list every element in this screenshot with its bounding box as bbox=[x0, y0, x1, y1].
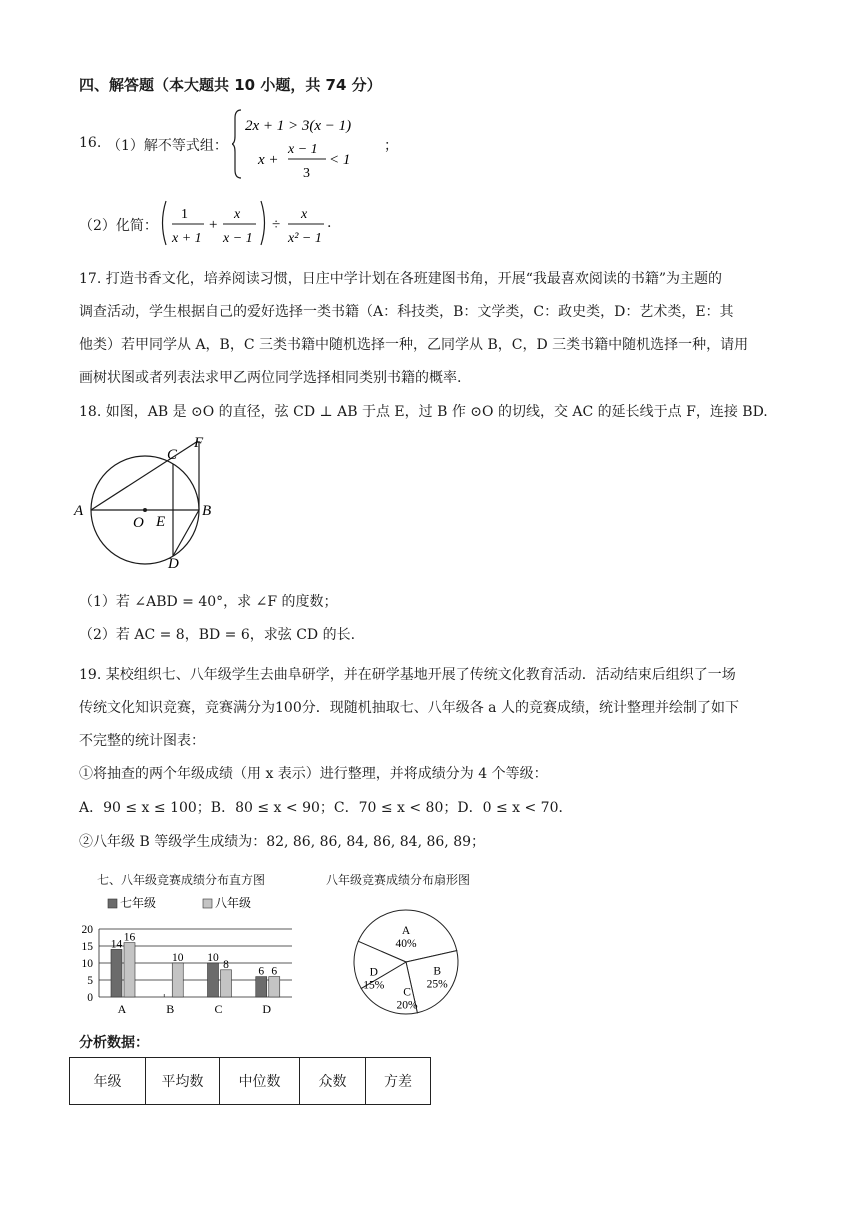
q16-expression bbox=[158, 197, 338, 249]
q16-part1-end: ； bbox=[384, 138, 398, 154]
label-f: F bbox=[194, 435, 204, 451]
q18-part1: （1）若 ∠ABD = 40°，求 ∠F 的度数； bbox=[79, 594, 338, 610]
q16-ineq2-den: 3 bbox=[303, 166, 310, 181]
x-tick-label: C bbox=[214, 1002, 223, 1016]
label-a: A bbox=[74, 503, 84, 519]
legend-swatch bbox=[108, 899, 117, 908]
bar bbox=[111, 949, 122, 997]
q16-part2-label: （2）化简： bbox=[79, 218, 158, 234]
bar-value-label: 8 bbox=[223, 958, 229, 971]
bar bbox=[269, 977, 280, 997]
analysis-table bbox=[69, 1057, 431, 1105]
analysis-label: 分析数据： bbox=[79, 1035, 149, 1051]
q16-inequality-system bbox=[232, 106, 372, 182]
frac3-num: x bbox=[301, 207, 308, 222]
q19-item1: ①将抽查的两个年级成绩（用 x 表示）进行整理，并将成绩分为 4 个等级： bbox=[79, 766, 548, 782]
q17-line4: 画树状图或者列表法求甲乙两位同学选择相同类别书籍的概率. bbox=[79, 370, 462, 386]
frac2-den: x − 1 bbox=[223, 231, 253, 246]
pie-slice-label: B bbox=[433, 965, 442, 978]
q19-line3: 不完整的统计图表： bbox=[79, 733, 205, 749]
pie-chart-title: 八年级竞赛成绩分布扇形图 bbox=[326, 873, 471, 887]
table-header-cell: 平均数 bbox=[146, 1058, 220, 1105]
bar bbox=[208, 963, 219, 997]
pie-slice-label: D bbox=[369, 966, 378, 979]
legend-label: 七年级 bbox=[120, 896, 157, 910]
bar-value-label: 14 bbox=[110, 938, 123, 951]
bar bbox=[124, 943, 135, 997]
q16-part1-label: （1）解不等式组： bbox=[107, 138, 228, 154]
label-e: E bbox=[156, 514, 166, 530]
bar-value-label: 6 bbox=[258, 965, 265, 978]
section-title: 四、解答题（本大题共 10 小题，共 74 分） bbox=[79, 76, 382, 94]
bar-value-label: 10 bbox=[172, 952, 184, 964]
table-header-cell: 众数 bbox=[300, 1058, 366, 1105]
frac1-den: x + 1 bbox=[172, 231, 202, 246]
q16-ineq1: 2x + 1 > 3(x − 1) bbox=[245, 118, 352, 134]
line-bd bbox=[173, 510, 199, 556]
label-o: O bbox=[133, 515, 144, 531]
plus-sign: + bbox=[209, 217, 218, 233]
y-tick-label: 20 bbox=[81, 924, 93, 936]
q16-ineq2-x: x + bbox=[258, 152, 279, 168]
frac1-num: 1 bbox=[181, 207, 188, 222]
pie-slice-percent: 15% bbox=[363, 979, 385, 992]
table-header-cell: 中位数 bbox=[220, 1058, 300, 1105]
label-b: B bbox=[202, 503, 212, 519]
q19-grades: A．90 ≤ x ≤ 100；B．80 ≤ x < 90；C．70 ≤ x < 80；D．0 ≤ x < 70． bbox=[79, 800, 573, 816]
label-c: C bbox=[167, 447, 178, 463]
q16-part2-end: . bbox=[327, 215, 332, 231]
brace-icon bbox=[232, 110, 241, 178]
pie-chart bbox=[350, 906, 462, 1018]
left-paren bbox=[163, 201, 167, 245]
line-af bbox=[91, 441, 198, 510]
pie-slice-label: C bbox=[403, 986, 411, 999]
pie-slice-label: A bbox=[401, 925, 411, 937]
table-header-cell: 方差 bbox=[366, 1058, 431, 1105]
y-tick-label: 15 bbox=[81, 941, 93, 953]
q19-item2: ②八年级 B 等级学生成绩为：82, 86, 86, 84, 86, 84, 86, 89； bbox=[79, 834, 486, 850]
bar bbox=[256, 977, 267, 997]
x-tick-label: D bbox=[262, 1002, 272, 1016]
q19-line2: 传统文化知识竞赛，竞赛满分为100分．现随机抽取七、八年级各 a 人的竞赛成绩，统计整理并绘制了如下 bbox=[79, 700, 739, 716]
divide-sign: ÷ bbox=[272, 217, 281, 233]
bar-value-label: 10 bbox=[207, 952, 219, 964]
q18-part2: （2）若 AC = 8，BD = 6，求弦 CD 的长. bbox=[79, 627, 356, 643]
center-o-point bbox=[143, 508, 147, 512]
y-tick-label: 0 bbox=[87, 992, 93, 1004]
right-paren bbox=[261, 201, 265, 245]
y-tick-label: 10 bbox=[81, 958, 93, 970]
q17-line3: 他类）若甲同学从 A，B，C 三类书籍中随机选择一种，乙同学从 B，C，D 三类书籍中随机选择一种，请用 bbox=[79, 337, 749, 353]
frac2-num: x bbox=[234, 207, 241, 222]
y-tick-label: 5 bbox=[87, 975, 93, 987]
pie-slice-percent: 20% bbox=[396, 999, 418, 1012]
bar-chart bbox=[70, 890, 300, 1022]
q18-circle-figure bbox=[70, 432, 230, 572]
q19-line1: 19. 某校组织七、八年级学生去曲阜研学，并在研学基地开展了传统文化教育活动．活动结束后组织了一场 bbox=[79, 667, 736, 683]
pie-slice-percent: 25% bbox=[426, 978, 448, 991]
q16-ineq2-rhs: < 1 bbox=[329, 152, 351, 168]
bar-value-label: 16 bbox=[123, 931, 136, 944]
bar-value-label: 6 bbox=[271, 965, 278, 978]
x-tick-label: A bbox=[117, 1002, 127, 1016]
table-header-cell: 年级 bbox=[70, 1058, 146, 1105]
frac3-den: x² − 1 bbox=[288, 231, 322, 246]
q16-number: 16. bbox=[79, 135, 102, 151]
bar bbox=[221, 970, 232, 997]
table-header-row bbox=[70, 1058, 431, 1105]
bar-chart-title: 七、八年级竞赛成绩分布直方图 bbox=[97, 873, 266, 887]
legend-swatch bbox=[203, 899, 212, 908]
q17-line2: 调查活动，学生根据自己的爱好选择一类书籍（A：科技类，B：文学类，C：政史类，D：艺术类，E：其 bbox=[79, 304, 734, 320]
label-d: D bbox=[168, 556, 179, 572]
legend-label: 八年级 bbox=[215, 896, 252, 910]
q18-text: 18. 如图，AB 是 ⊙O 的直径，弦 CD ⊥ AB 于点 E，过 B 作 ⊙O 的切线，交 AC 的延长线于点 F，连接 BD. bbox=[79, 404, 768, 420]
x-tick-label: B bbox=[166, 1002, 175, 1016]
bar bbox=[172, 963, 183, 997]
q17-line1: 17. 打造书香文化，培养阅读习惯，日庄中学计划在各班建图书角，开展“我最喜欢阅读的书籍”为主题的 bbox=[79, 271, 723, 287]
q16-ineq2-num: x − 1 bbox=[288, 142, 318, 157]
pie-slice-percent: 40% bbox=[395, 938, 417, 950]
